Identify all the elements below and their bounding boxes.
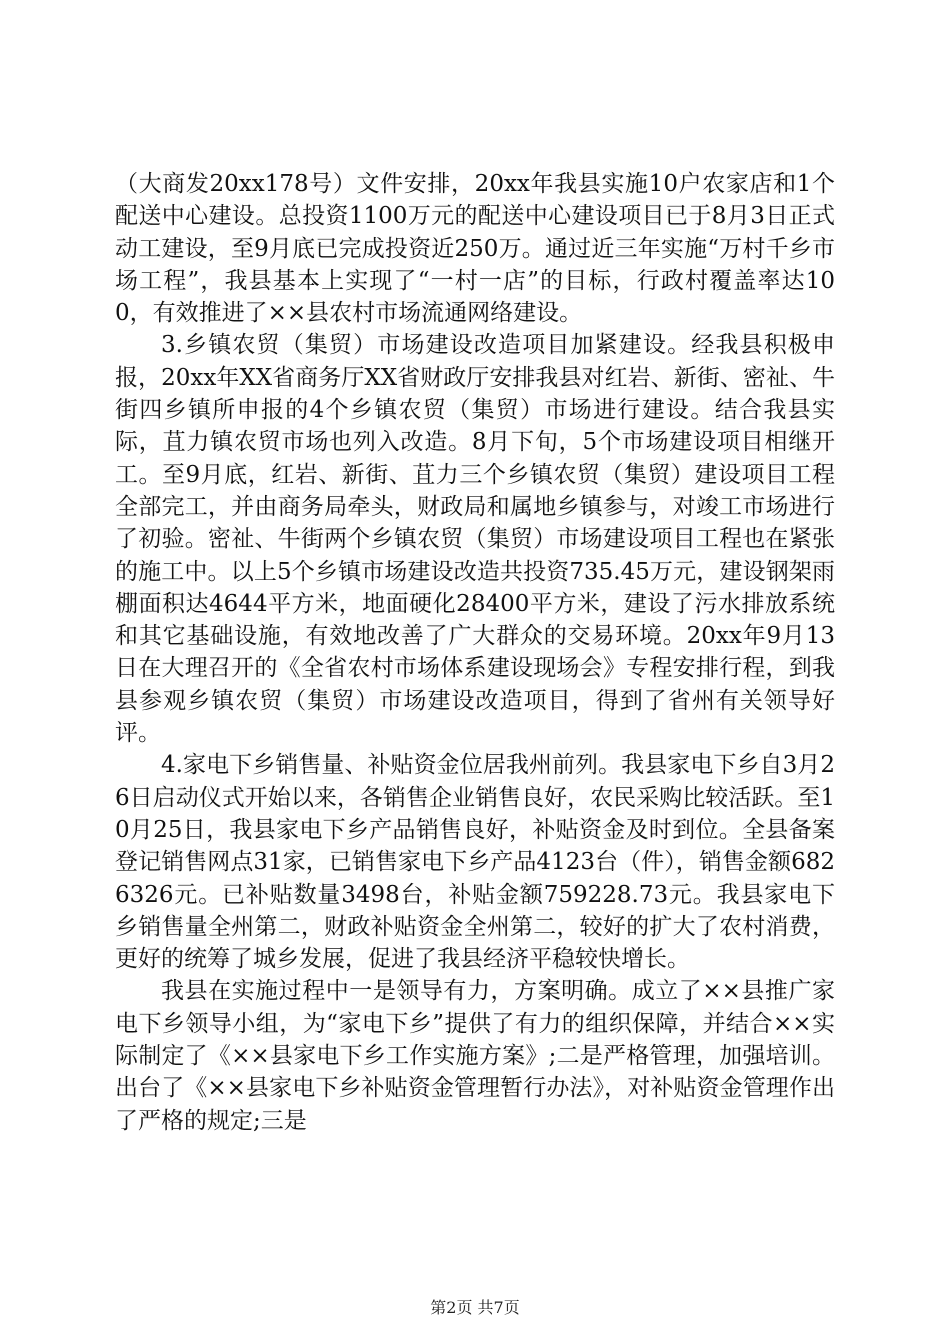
paragraph-4: 我县在实施过程中一是领导有力，方案明确。成立了××县推广家电下乡领导小组，为“家电下乡”提供了有力的组织保障，并结合××实际制定了《××县家电下乡工作实施方案》;二是严格管理，加强培训。出台了《××县家电下乡补贴资金管理暂行办法》，对补贴资金管理作出了严格的规定;三是: [115, 978, 835, 1134]
document-body: [115, 168, 835, 1137]
paragraph-2: 3.乡镇农贸（集贸）市场建设改造项目加紧建设。经我县积极申报，20xx年XX省商务厅XX省财政厅安排我县对红岩、新街、密祉、牛街四乡镇所申报的4个乡镇农贸（集贸）市场进行建设。结合我县实际，苴力镇农贸市场也列入改造。8月下旬，5个市场建设项目相继开工。至9月底，红岩、新街、苴力三个乡镇农贸（集贸）建设项目工程全部完工，并由商务局牵头，财政局和属地乡镇参与，对竣工市场进行了初验。密祉、牛街两个乡镇农贸（集贸）市场建设项目工程也在紧张的施工中。以上5个乡镇市场建设改造共投资735.45万元，建设钢架雨棚面积达4644平方米，地面硬化28400平方米，建设了污水排放系统和其它基础设施，有效地改善了广大群众的交易环境。20xx年9月13日在大理召开的《全省农村市场体系建设现场会》专程安排行程，到我县参观乡镇农贸（集贸）市场建设改造项目，得到了省州有关领导好评。: [115, 332, 835, 747]
page-number: 第2页 共7页: [430, 1298, 520, 1317]
page-footer: [0, 1298, 950, 1318]
paragraph-1: （大商发20xx178号）文件安排，20xx年我县实施10户农家店和1个配送中心建设。总投资1100万元的配送中心建设项目已于8月3日正式动工建设，至9月底已完成投资近250万。通过近三年实施“万村千乡市场工程”，我县基本上实现了“一村一店”的目标，行政村覆盖率达100，有效推进了××县农村市场流通网络建设。: [115, 171, 835, 327]
paragraph-3: 4.家电下乡销售量、补贴资金位居我州前列。我县家电下乡自3月26日启动仪式开始以来，各销售企业销售良好，农民采购比较活跃。至10月25日，我县家电下乡产品销售良好，补贴资金及时到位。全县备案登记销售网点31家，已销售家电下乡产品4123台（件），销售金额6826326元。已补贴数量3498台，补贴金额759228.73元。我县家电下乡销售量全州第二，财政补贴资金全州第二，较好的扩大了农村消费，更好的统筹了城乡发展，促进了我县经济平稳较快增长。: [115, 752, 835, 973]
